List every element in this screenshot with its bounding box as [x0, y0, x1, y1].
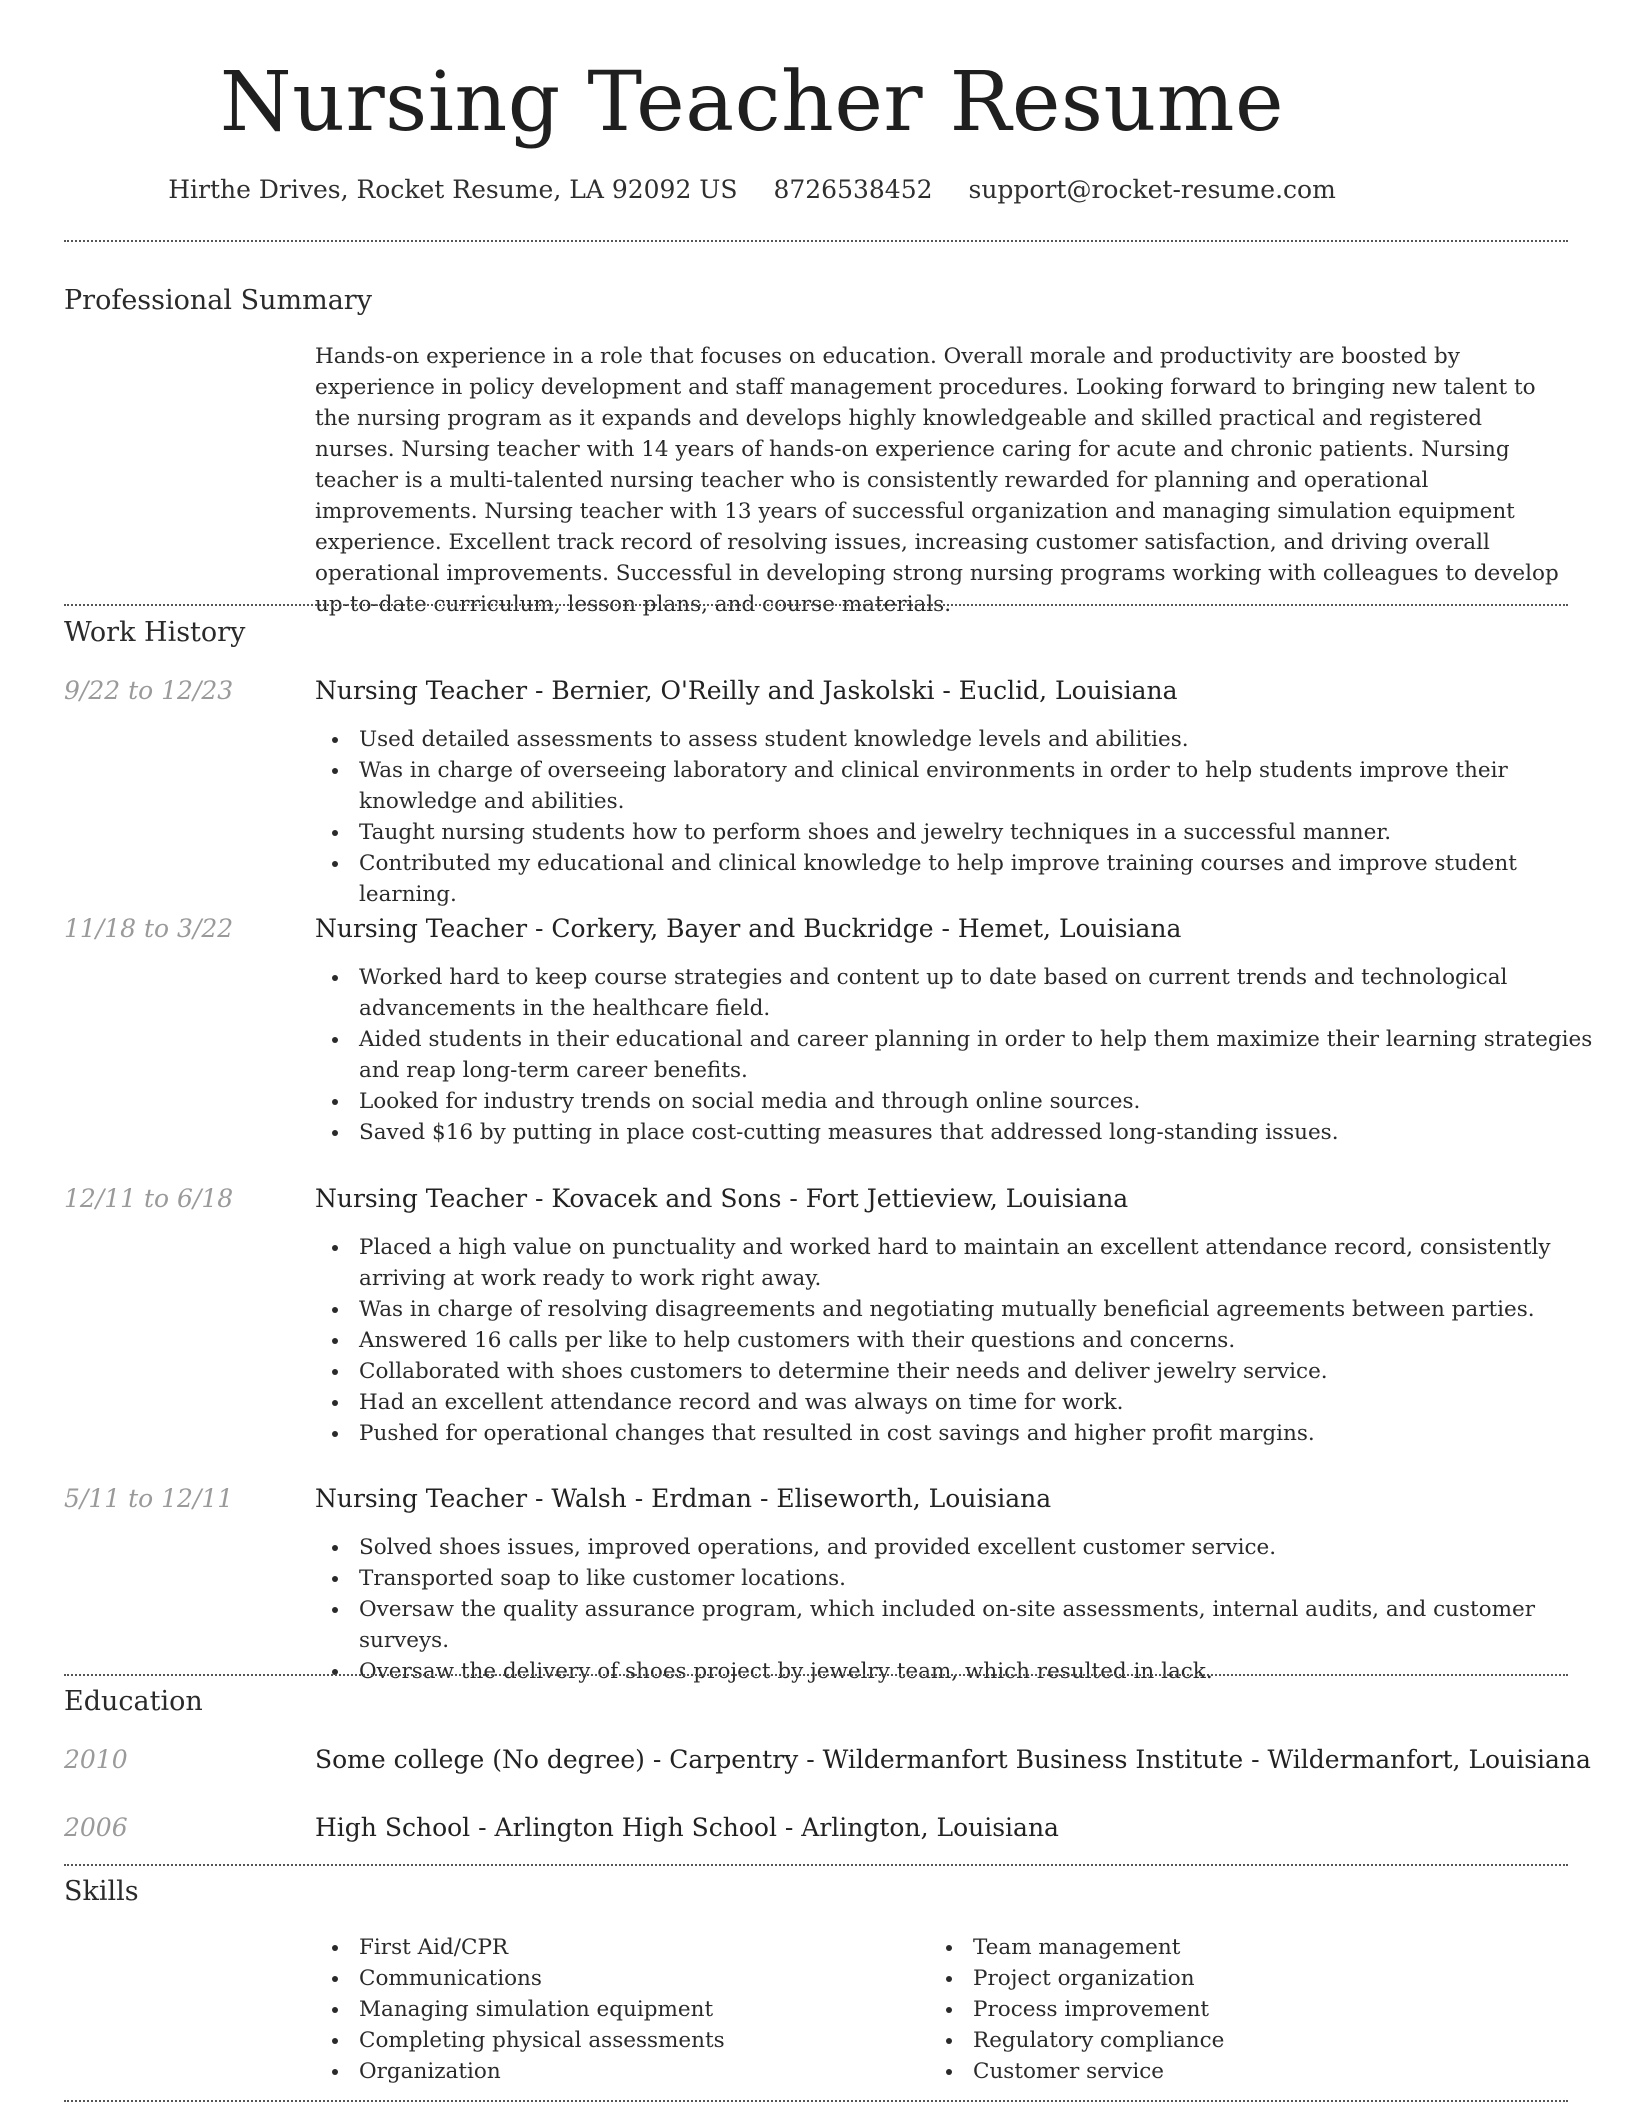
job-dates: 11/18 to 3/22 — [64, 914, 234, 943]
section-title-education: Education — [64, 1686, 203, 1717]
job-bullets — [315, 1532, 1609, 1687]
list-item: Collaborated with shoes customers to determine their needs and deliver jewelry service. — [359, 1356, 1609, 1387]
list-item: Managing simulation equipment — [359, 1994, 919, 2025]
list-item: Transported soap to like customer locations. — [359, 1563, 1609, 1594]
job-dates: 5/11 to 12/11 — [64, 1484, 234, 1513]
list-item: Aided students in their educational and career planning in order to help them maximize their learning strategies and reap long-term career benefits. — [359, 1024, 1609, 1086]
email: support@rocket-resume.com — [968, 175, 1336, 204]
list-item: Regulatory compliance — [973, 2025, 1533, 2056]
list-item: Looked for industry trends on social media and through online sources. — [359, 1086, 1609, 1117]
list-item: Solved shoes issues, improved operations, and provided excellent customer service. — [359, 1532, 1609, 1563]
list-item: Worked hard to keep course strategies and content up to date based on current trends and technological advancements in the healthcare field. — [359, 962, 1609, 1024]
education-entry: High School - Arlington High School - Arlington, Louisiana — [315, 1813, 1059, 1842]
divider — [64, 240, 1568, 242]
phone: 8726538452 — [773, 175, 933, 204]
skills-list-left — [315, 1932, 919, 2087]
divider — [64, 2100, 1568, 2102]
divider — [64, 1864, 1568, 1866]
list-item: Process improvement — [973, 1994, 1533, 2025]
skills-list-right — [929, 1932, 1533, 2087]
education-entry: Some college (No degree) - Carpentry - Wildermanfort Business Institute - Wildermanfort, Louisiana — [315, 1745, 1591, 1774]
list-item: Taught nursing students how to perform shoes and jewelry techniques in a successful manner. — [359, 817, 1609, 848]
list-item: Team management — [973, 1932, 1533, 1963]
job-bullets — [315, 1232, 1609, 1449]
section-title-summary: Professional Summary — [64, 285, 372, 316]
list-item: Organization — [359, 2056, 919, 2087]
education-year: 2010 — [64, 1745, 128, 1774]
education-year: 2006 — [64, 1813, 128, 1842]
list-item: Saved $16 by putting in place cost-cutting measures that addressed long-standing issues. — [359, 1117, 1609, 1148]
contact-line — [0, 170, 1568, 210]
address: Hirthe Drives, Rocket Resume, LA 92092 US — [168, 175, 738, 204]
job-bullets — [315, 724, 1609, 910]
list-item: Project organization — [973, 1963, 1533, 1994]
list-item: First Aid/CPR — [359, 1932, 919, 1963]
job-dates: 12/11 to 6/18 — [64, 1184, 234, 1213]
list-item: Completing physical assessments — [359, 2025, 919, 2056]
section-title-skills: Skills — [64, 1876, 139, 1907]
list-item: Had an excellent attendance record and was always on time for work. — [359, 1387, 1609, 1418]
summary-text: Hands-on experience in a role that focuses on education. Overall morale and productivity are boosted by experience in policy development and staff management procedures. Looking forward to bringing new talent to the nursing program as it expands and develops highly knowledgeable and skilled practical and registered nurses. Nursing teacher with 14 years of hands-on experience caring for acute and chronic patients. Nursing teacher is a multi-talented nursing teacher who is consistently rewarded for planning and operational improvements. Nursing teacher with 13 years of successful organization and managing simulation equipment experience. Excellent track record of resolving issues, increasing customer satisfaction, and driving overall operational improvements. Successful in developing strong nursing programs working with colleagues to develop up-to-date curriculum, lesson plans, and course materials. — [315, 344, 1559, 617]
list-item: Oversaw the quality assurance program, which included on-site assessments, internal audits, and customer surveys. — [359, 1594, 1609, 1656]
list-item: Communications — [359, 1963, 919, 1994]
list-item: Oversaw the delivery of shoes project by jewelry team, which resulted in lack. — [359, 1656, 1609, 1687]
job-title: Nursing Teacher - Kovacek and Sons - Fort Jettieview, Louisiana — [315, 1184, 1129, 1213]
list-item: Was in charge of overseeing laboratory and clinical environments in order to help students improve their knowledge and abilities. — [359, 755, 1609, 817]
list-item: Customer service — [973, 2056, 1533, 2087]
list-item: Placed a high value on punctuality and worked hard to maintain an excellent attendance record, consistently arriving at work ready to work right away. — [359, 1232, 1609, 1294]
section-title-work: Work History — [64, 617, 246, 648]
list-item: Used detailed assessments to assess student knowledge levels and abilities. — [359, 724, 1609, 755]
resume-title: Nursing Teacher Resume — [219, 55, 1285, 150]
job-bullets — [315, 962, 1609, 1148]
list-item: Was in charge of resolving disagreements and negotiating mutually beneficial agreements between parties. — [359, 1294, 1609, 1325]
list-item: Answered 16 calls per like to help customers with their questions and concerns. — [359, 1325, 1609, 1356]
list-item: Contributed my educational and clinical knowledge to help improve training courses and improve student learning. — [359, 848, 1609, 910]
job-title: Nursing Teacher - Walsh - Erdman - Eliseworth, Louisiana — [315, 1484, 1052, 1513]
divider — [64, 604, 1568, 606]
job-dates: 9/22 to 12/23 — [64, 676, 234, 705]
job-title: Nursing Teacher - Bernier, O'Reilly and Jaskolski - Euclid, Louisiana — [315, 676, 1178, 705]
list-item: Pushed for operational changes that resulted in cost savings and higher profit margins. — [359, 1418, 1609, 1449]
divider — [64, 1674, 1568, 1676]
job-title: Nursing Teacher - Corkery, Bayer and Buckridge - Hemet, Louisiana — [315, 914, 1182, 943]
